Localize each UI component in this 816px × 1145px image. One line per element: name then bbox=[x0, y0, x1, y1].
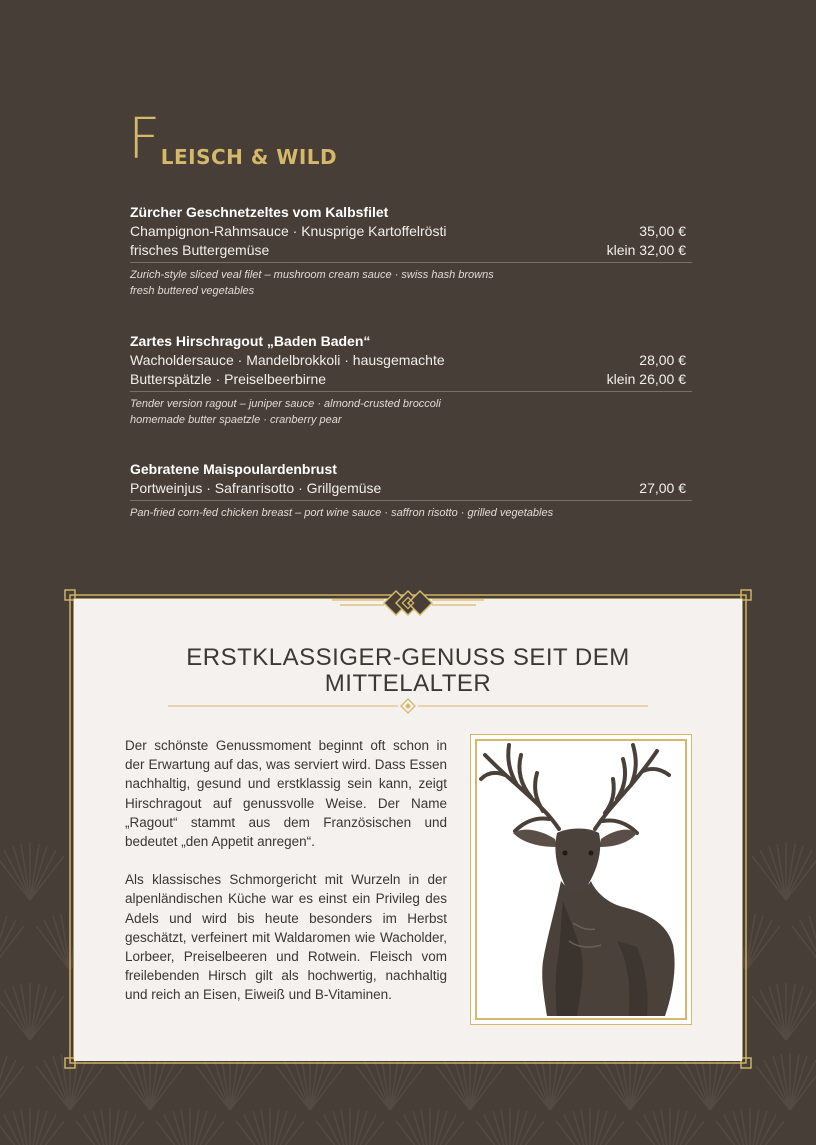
dish-translation bbox=[130, 505, 692, 521]
card-paragraph: Als klassisches Schmorgericht mit Wurzeln in der alpenländischen Küche war es einst ein Privileg des Adels und wird bis heute besonders im Herbst geschätzt, verfeinert mit Waldaromen wie Wacholder, Lorbeer, Preiselbeeren und Rotwein. Fleisch vom freilebenden Hirsch gilt als hochwertig, nachhaltig und reich an Eisen, Eiweiß und B-Vitaminen. bbox=[125, 872, 447, 1003]
section-title bbox=[128, 107, 338, 172]
title-divider-ornament bbox=[168, 698, 648, 714]
translation-line: homemade butter spaetzle · cranberry pear bbox=[130, 414, 342, 426]
card-title-line: MITTELALTER bbox=[324, 670, 492, 697]
dish-price: 35,00 € bbox=[639, 223, 686, 239]
menu-item-venison-ragout bbox=[130, 332, 692, 428]
card-title bbox=[74, 645, 742, 697]
dish-line bbox=[130, 241, 692, 260]
dish-divider bbox=[130, 391, 692, 392]
dish-description: frisches Buttergemüse bbox=[130, 242, 270, 258]
translation-line: Zurich-style sliced veal filet – mushroom cream sauce · swiss hash browns bbox=[130, 269, 494, 281]
dish-price: 27,00 € bbox=[639, 480, 686, 496]
translation-line: fresh buttered vegetables bbox=[130, 285, 255, 297]
stag-icon bbox=[477, 741, 683, 1016]
dish-price-small: klein 32,00 € bbox=[606, 242, 686, 258]
stag-image-frame bbox=[470, 734, 692, 1025]
dish-description: Champignon-Rahmsauce · Knusprige Kartoffelrösti bbox=[130, 223, 447, 239]
dish-line bbox=[130, 351, 692, 370]
dish-translation bbox=[130, 267, 692, 299]
dish-price: 28,00 € bbox=[639, 352, 686, 368]
dish-name: Zartes Hirschragout „Baden Baden“ bbox=[130, 333, 371, 349]
dish-line bbox=[130, 479, 692, 498]
section-title-initial: F bbox=[128, 107, 161, 172]
dish-line bbox=[130, 222, 692, 241]
stag-illustration bbox=[475, 739, 687, 1020]
dish-line bbox=[130, 370, 692, 389]
dish-description: Wacholdersauce · Mandelbrokkoli · hausgemachte bbox=[130, 352, 445, 368]
diamond-ornament-icon bbox=[320, 586, 496, 620]
translation-line: Pan-fried corn-fed chicken breast – port wine sauce · saffron risotto · grilled vegetables bbox=[130, 507, 554, 519]
dish-divider bbox=[130, 262, 692, 263]
dish-description: Portweinjus · Safranrisotto · Grillgemüse bbox=[130, 480, 382, 496]
card-paragraph: Der schönste Genussmoment beginnt oft schon in der Erwartung auf das, was serviert wird. Dass Essen nachhaltig, gesund und erstklassig sein kann, zeigt Hirschragout auf genussvolle Weise. Der Name „Ragout“ stammt aus dem Französischen und bedeutet „den Appetit anregen“. bbox=[125, 738, 447, 850]
dish-divider bbox=[130, 500, 692, 501]
dish-name: Zürcher Geschnetzeltes vom Kalbsfilet bbox=[130, 204, 389, 220]
dish-price-small: klein 26,00 € bbox=[606, 371, 686, 387]
dish-name: Gebratene Maispoulardenbrust bbox=[130, 461, 337, 477]
card-title-line: ERSTKLASSIGER-GENUSS SEIT DEM bbox=[186, 644, 630, 671]
dish-description: Butterspätzle · Preiselbeerbirne bbox=[130, 371, 327, 387]
card-body-text bbox=[125, 736, 447, 1005]
section-title-rest: LEISCH & WILD bbox=[160, 145, 338, 169]
menu-item-veal bbox=[130, 203, 692, 299]
translation-line: Tender version ragout – juniper sauce · almond-crusted broccoli bbox=[130, 398, 441, 410]
menu-item-chicken-breast bbox=[130, 460, 692, 521]
dish-translation bbox=[130, 396, 692, 428]
